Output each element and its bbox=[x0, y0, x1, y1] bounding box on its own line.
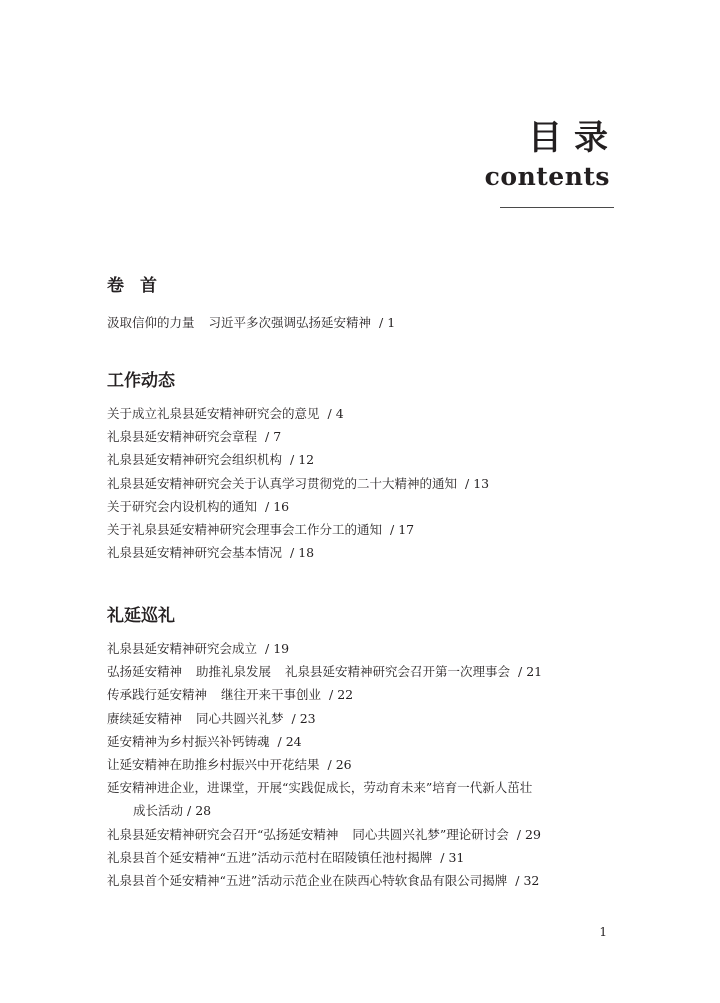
entry-page: 22 bbox=[337, 687, 354, 703]
page-separator: / bbox=[290, 452, 295, 468]
page-separator: / bbox=[390, 522, 395, 538]
entry-title: 礼泉县延安精神研究会组织机构 bbox=[107, 452, 283, 468]
section-gongzuo-dongtai bbox=[107, 370, 627, 564]
entry-page: 12 bbox=[298, 452, 315, 468]
toc-entry[interactable] bbox=[107, 823, 627, 846]
entry-title: 延安精神进企业，进课堂，开展“实践促成长，劳动育未来”培育一代新人茁壮 bbox=[107, 780, 533, 796]
toc-entry[interactable] bbox=[107, 448, 627, 471]
entry-title: 关于研究会内设机构的通知 bbox=[107, 498, 258, 514]
entry-page: 29 bbox=[525, 826, 541, 842]
page-separator: / bbox=[440, 849, 445, 865]
toc-entry[interactable] bbox=[107, 402, 627, 425]
entry-title-part2: 继往开来干事创业 bbox=[221, 687, 322, 703]
page-separator: / bbox=[518, 664, 523, 680]
page-separator: / bbox=[265, 498, 270, 514]
page-separator: / bbox=[465, 475, 470, 491]
entry-title: 传承践行延安精神 bbox=[107, 687, 208, 703]
entry-title: 礼泉县延安精神研究会基本情况 bbox=[107, 545, 283, 561]
entry-title-part2: 助推礼泉发展 bbox=[196, 664, 272, 680]
toc-entry[interactable] bbox=[107, 637, 627, 660]
entry-title: 汲取信仰的力量 bbox=[107, 315, 195, 330]
page-separator: / bbox=[187, 803, 192, 819]
entry-page: 18 bbox=[298, 545, 315, 561]
entry-title: 礼泉县延安精神研究会关于认真学习贯彻党的二十大精神的通知 bbox=[107, 475, 458, 491]
header-divider bbox=[500, 207, 614, 208]
entry-page: 7 bbox=[273, 429, 282, 445]
entry-page: 1 bbox=[387, 315, 396, 330]
entry-continuation: 成长活动 bbox=[133, 803, 184, 819]
toc-entry[interactable] bbox=[107, 660, 627, 683]
section-liyan-xunli bbox=[107, 605, 627, 892]
entry-title: 礼泉县延安精神研究会成立 bbox=[107, 641, 258, 656]
page-separator: / bbox=[379, 315, 384, 330]
entry-title: 延安精神为乡村振兴补钙铸魂 bbox=[107, 733, 270, 749]
toc-entry[interactable] bbox=[107, 707, 627, 730]
entry-page: 23 bbox=[299, 710, 316, 726]
page-separator: / bbox=[277, 733, 282, 749]
entry-subtitle: 习近平多次强调弘扬延安精神 bbox=[208, 315, 372, 330]
section-juanshou bbox=[107, 275, 627, 334]
page-separator: / bbox=[265, 429, 270, 445]
toc-entry-continuation[interactable] bbox=[107, 799, 627, 822]
toc-entry[interactable] bbox=[107, 869, 627, 892]
entry-title: 关于成立礼泉县延安精神研究会的意见 bbox=[107, 406, 320, 421]
page-number: 1 bbox=[599, 925, 607, 939]
section-heading: 礼延巡礼 bbox=[107, 606, 175, 626]
page-separator: / bbox=[329, 687, 334, 703]
page-separator: / bbox=[327, 757, 332, 773]
entry-page: 19 bbox=[273, 641, 290, 656]
section-heading: 卷首 bbox=[107, 276, 173, 296]
entry-subtitle: 礼泉县延安精神研究会召开第一次理事会 bbox=[285, 664, 511, 680]
entry-title: 礼泉县首个延安精神“五进”活动示范企业在陕西心特软食品有限公司揭牌 bbox=[107, 873, 508, 889]
entry-title: 礼泉县延安精神研究会章程 bbox=[107, 429, 258, 445]
entry-page: 24 bbox=[285, 733, 302, 749]
entry-page: 16 bbox=[273, 498, 290, 514]
entry-title: 弘扬延安精神 bbox=[107, 664, 183, 680]
page-separator: / bbox=[265, 641, 270, 656]
entry-page: 32 bbox=[523, 873, 540, 889]
entry-title: 赓续延安精神 bbox=[107, 710, 183, 726]
page-separator: / bbox=[290, 545, 295, 561]
entry-page: 31 bbox=[448, 849, 465, 865]
entry-page: 17 bbox=[398, 522, 415, 538]
toc-entry[interactable] bbox=[107, 518, 627, 541]
toc-entry[interactable] bbox=[107, 683, 627, 706]
toc-subtitle: contents bbox=[484, 162, 610, 191]
toc-entry[interactable] bbox=[107, 311, 627, 334]
toc-entry[interactable] bbox=[107, 472, 627, 495]
toc-entry[interactable] bbox=[107, 730, 627, 753]
toc-entry[interactable] bbox=[107, 753, 627, 776]
toc-entry[interactable] bbox=[107, 541, 627, 564]
entry-title: 让延安精神在助推乡村振兴中开花结果 bbox=[107, 757, 320, 773]
toc-entry[interactable] bbox=[107, 495, 627, 518]
toc-entry[interactable] bbox=[107, 776, 627, 799]
toc-header bbox=[484, 118, 620, 192]
entry-page: 28 bbox=[195, 803, 212, 819]
entry-title-part2: 同心共圆兴礼梦”理论研讨会 bbox=[352, 826, 509, 842]
toc-entry[interactable] bbox=[107, 425, 627, 448]
entry-page: 26 bbox=[335, 757, 352, 773]
page-separator: / bbox=[516, 826, 522, 842]
entry-title: 礼泉县延安精神研究会召开“弘扬延安精神 bbox=[107, 826, 339, 842]
toc-entry[interactable] bbox=[107, 846, 627, 869]
entry-page: 4 bbox=[335, 406, 344, 421]
page-separator: / bbox=[327, 406, 332, 421]
entry-title-part2: 同心共圆兴礼梦 bbox=[196, 710, 284, 726]
page-separator: / bbox=[291, 710, 296, 726]
entry-page: 13 bbox=[473, 475, 490, 491]
toc-title: 目录 bbox=[528, 118, 620, 158]
entry-title: 礼泉县首个延安精神“五进”活动示范村在昭陵镇任池村揭牌 bbox=[107, 849, 433, 865]
page-separator: / bbox=[515, 873, 520, 889]
section-heading: 工作动态 bbox=[107, 371, 175, 391]
entry-title: 关于礼泉县延安精神研究会理事会工作分工的通知 bbox=[107, 522, 383, 538]
entry-page: 21 bbox=[526, 664, 543, 680]
